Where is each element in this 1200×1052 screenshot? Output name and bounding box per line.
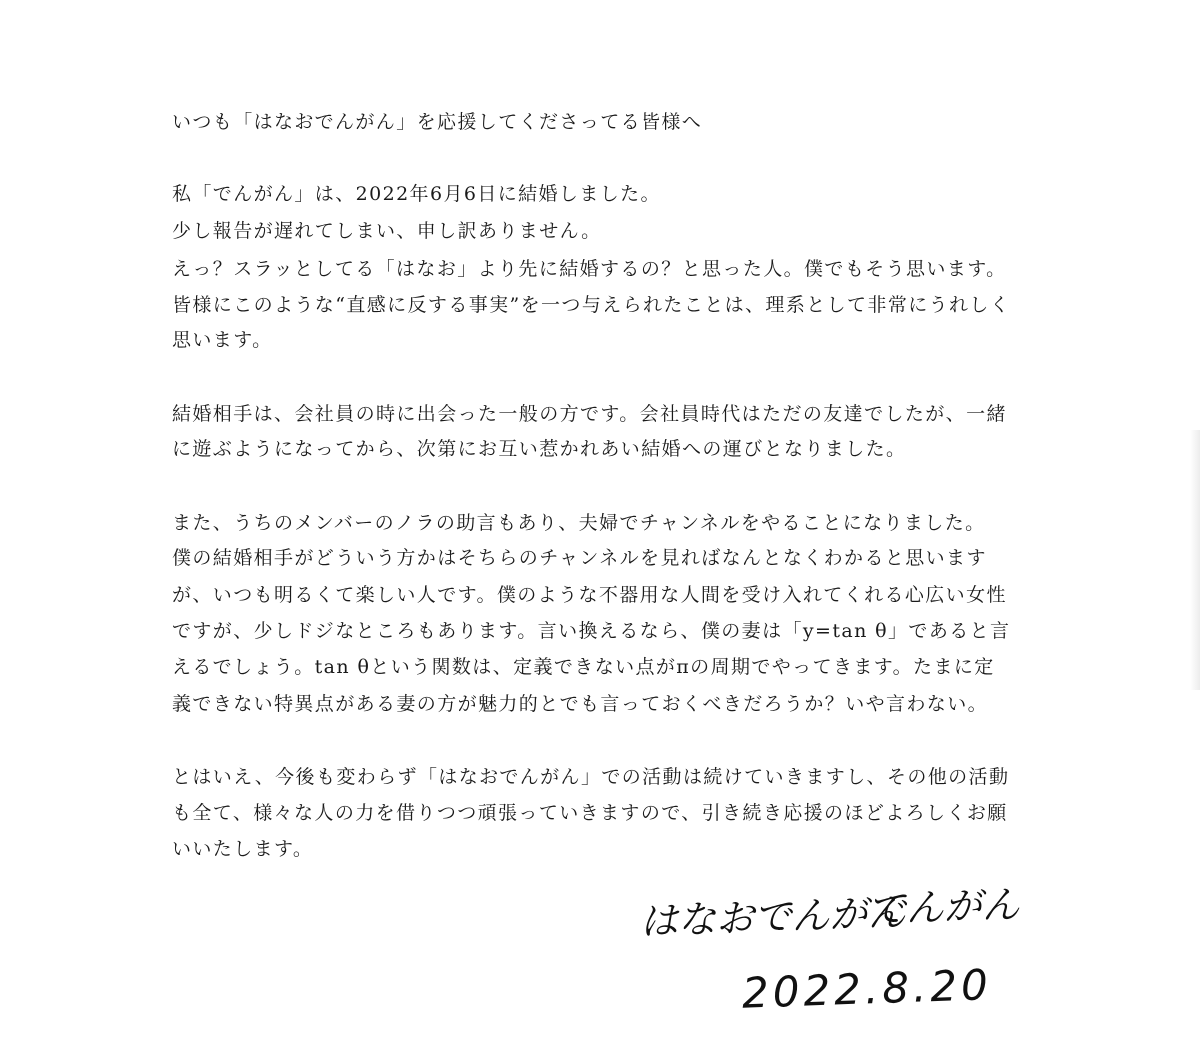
signature-date: 2022.8.20 (741, 960, 993, 1018)
text-line: とはいえ、今後も変わらず「はなおでんがん」での活動は続けていきますし、その他の活動 (172, 766, 1010, 788)
page-edge-shadow (1190, 430, 1200, 690)
text-line: 義できない特異点がある妻の方が魅力的とでも言っておくべきだろうか？いや言わない。 (172, 693, 989, 715)
greeting-line: いつも「はなおでんがん」を応援してくださってる皆様へ (172, 111, 703, 133)
text-line: 皆様にこのような“直感に反する事実”を一つ与えられたことは、理系として非常にうれしく (172, 294, 1011, 316)
text-line: に遊ぶようになってから、次第にお互い惹かれあい結婚への運びとなりました。 (172, 438, 907, 460)
text-line: が、いつも明るくて楽しい人です。僕のような不器用な人間を受け入れてくれる心広い女性 (172, 584, 1007, 606)
text-line: いいたします。 (172, 838, 314, 860)
text-line: えっ？スラッとしてる「はなお」より先に結婚するの？と思った人。僕でもそう思います。 (172, 258, 1007, 280)
text-line: 思います。 (172, 329, 273, 351)
text-line: も全て、様々な人の力を借りつつ頑張っていきますので、引き続き応援のほどよろしくお願 (172, 802, 1008, 824)
text-line: また、うちのメンバーのノラの助言もあり、夫婦でチャンネルをやることになりました。 (172, 512, 986, 534)
signature-channel: はなおでんがん (639, 890, 907, 944)
signature-name: でんがん (866, 882, 1021, 932)
text-line: えるでしょう。tan θという関数は、定義できない点がπの周期でやってきます。たまに定 (172, 656, 995, 678)
text-line: 結婚相手は、会社員の時に出会った一般の方です。会社員時代はただの友達でしたが、一緒 (172, 403, 1007, 425)
text-line: 少し報告が遅れてしまい、申し訳ありません。 (172, 220, 602, 242)
text-line: 私「でんがん」は、2022年6月6日に結婚しました。 (172, 183, 661, 205)
text-line: ですが、少しドジなところもあります。言い換えるなら、僕の妻は「y=tan θ」であると言 (172, 620, 1011, 642)
text-line: 僕の結婚相手がどういう方かはそちらのチャンネルを見ればなんとなくわかると思います (172, 547, 987, 569)
